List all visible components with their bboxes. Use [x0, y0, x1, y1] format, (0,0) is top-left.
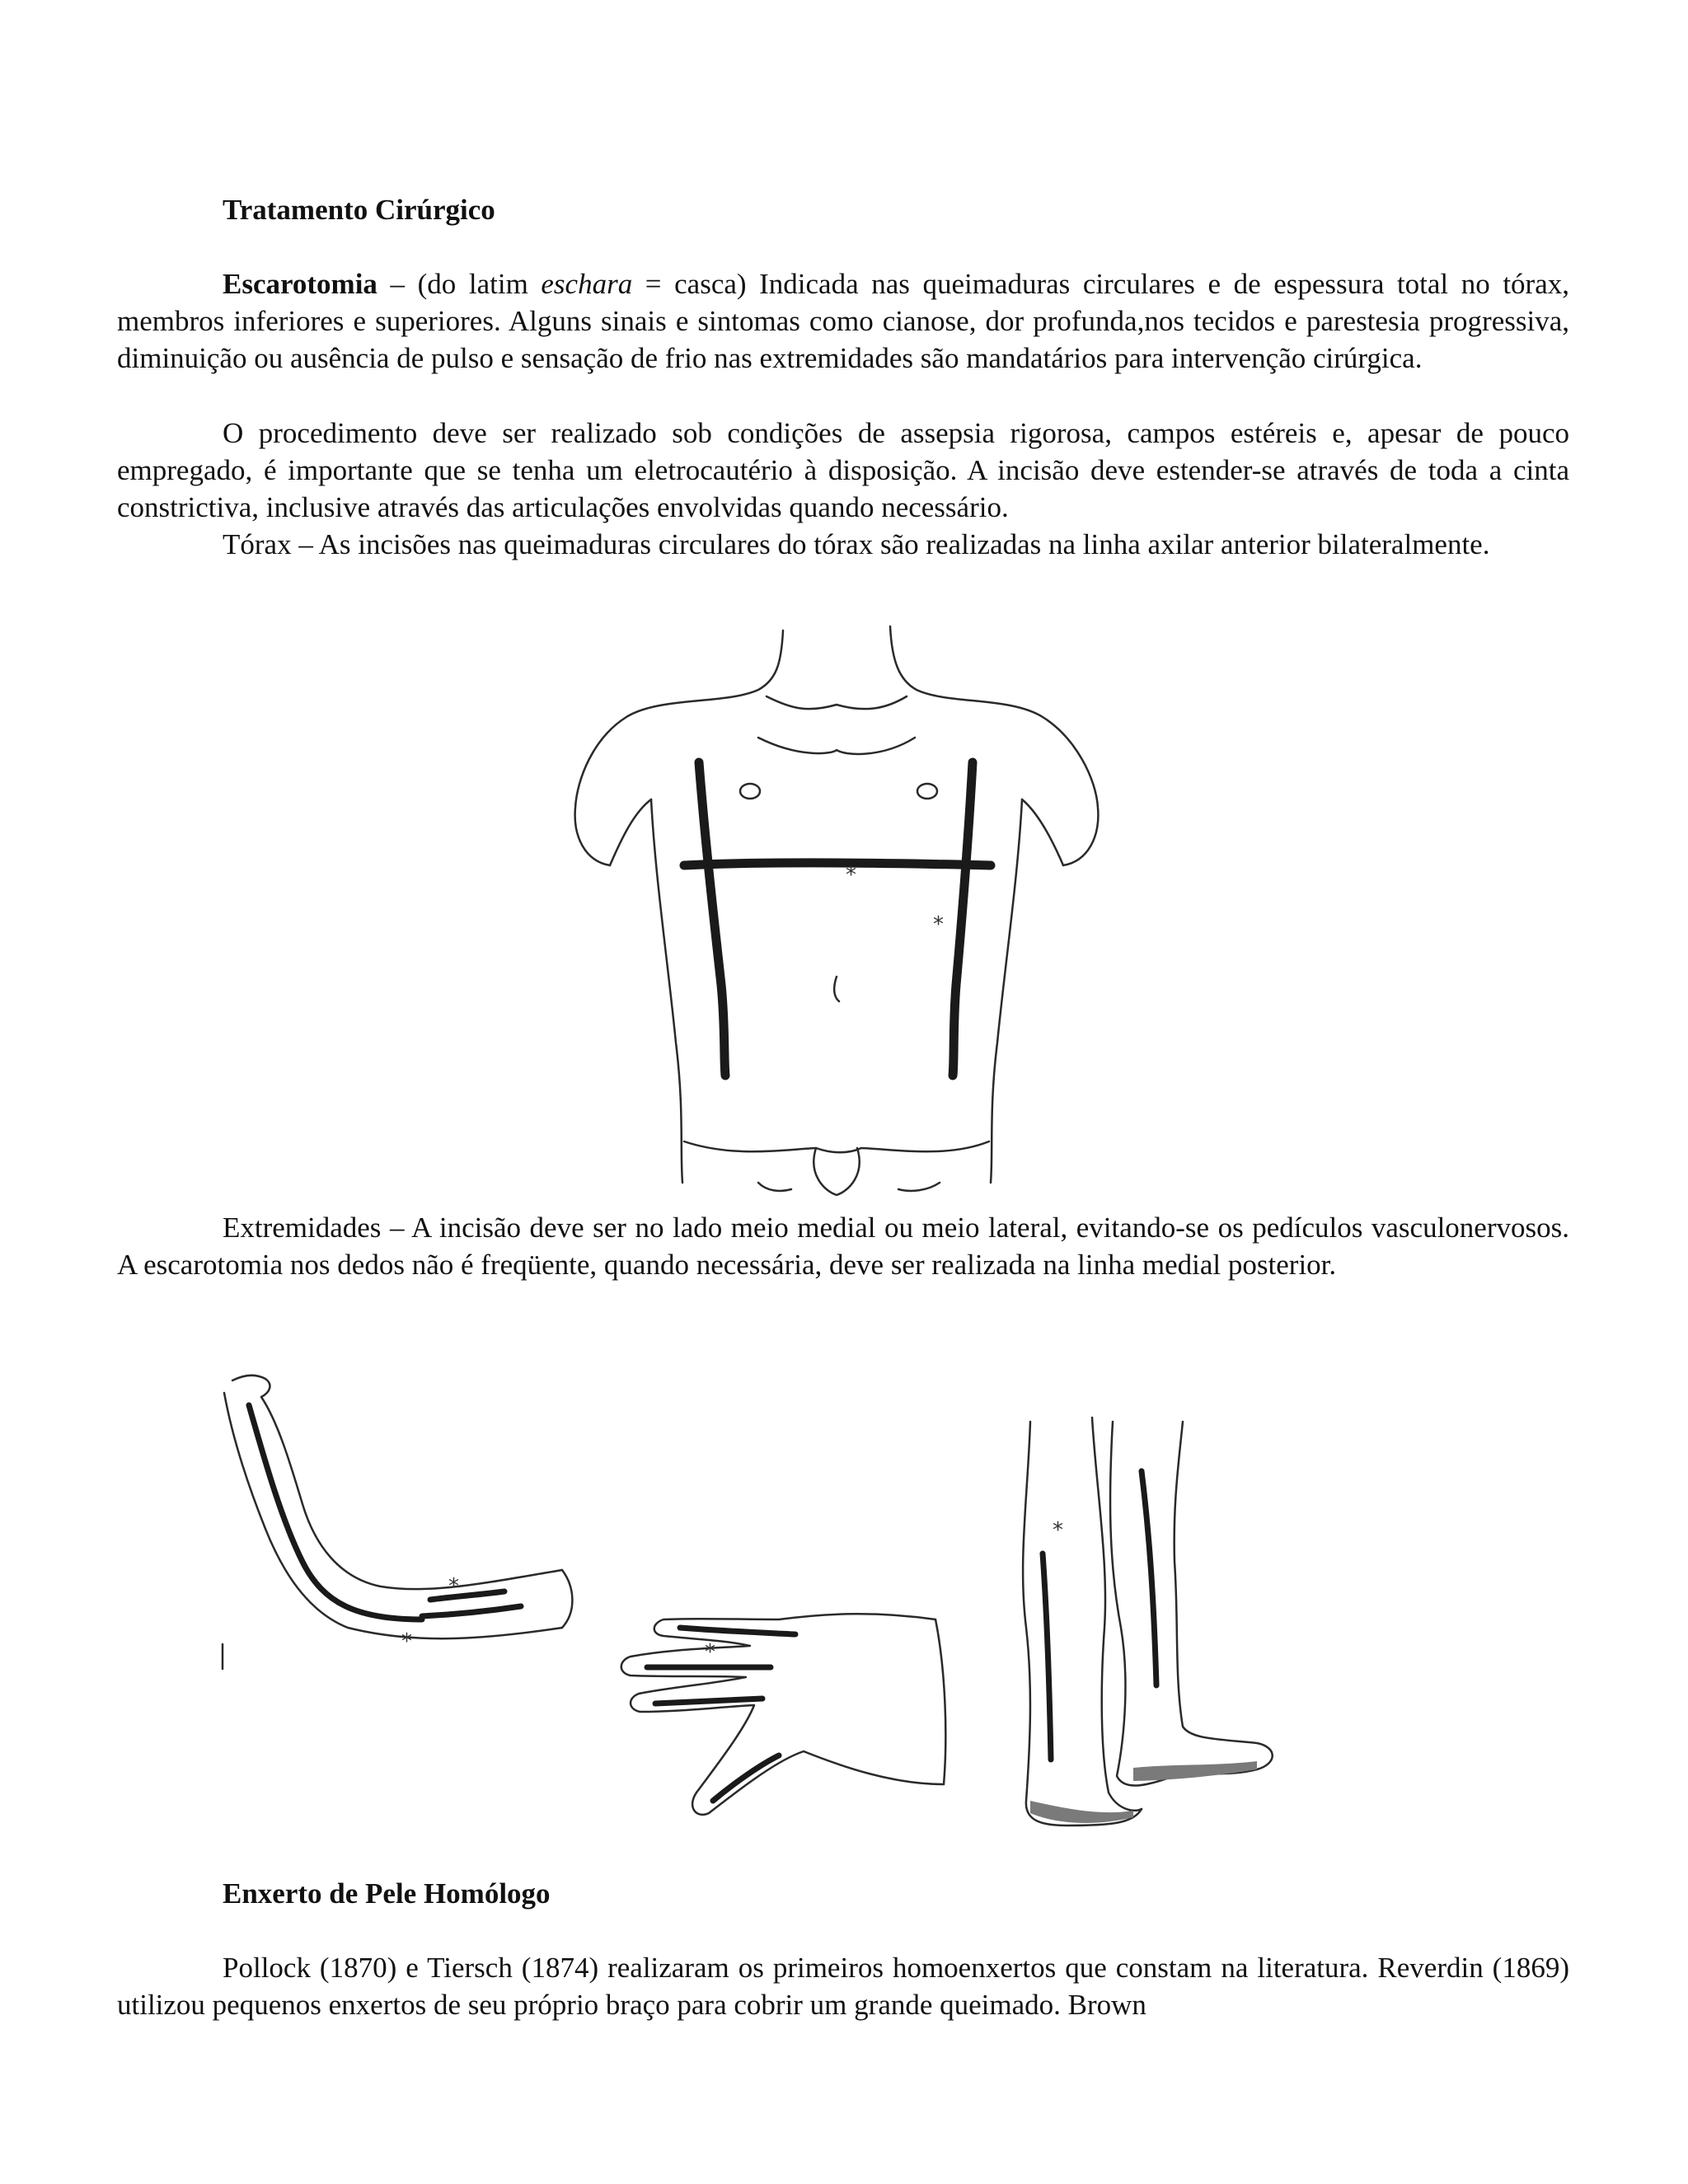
- arm-cut-edge: [562, 1570, 572, 1628]
- torso-escharotomy-illustration: [560, 614, 1113, 1199]
- incision-marker: *: [933, 912, 944, 937]
- term-escarotomia: Escarotomia: [223, 268, 377, 300]
- incision-marker: *: [448, 1574, 459, 1599]
- leg-incision-line: [1043, 1554, 1051, 1760]
- paragraph-escarotomia: [117, 265, 1569, 377]
- incision-marker: *: [1053, 1518, 1063, 1543]
- leg-right-outline: [1110, 1422, 1273, 1786]
- arm-outline-lower: [224, 1393, 562, 1638]
- arm-incision-line: [422, 1606, 521, 1616]
- escarotomia-intro: – (do latim: [377, 268, 542, 300]
- hand-incision-line: [713, 1755, 779, 1801]
- section-title-skin-graft: Enxerto de Pele Homólogo: [223, 1877, 551, 1910]
- torso-outline: [575, 626, 1099, 1195]
- paragraph-extremidades: Extremidades – A incisão deve ser no lado meio medial ou meio lateral, evitando-se os pedículos vasculonervosos. A escarotomia nos dedos não é freqüente, quando necessária, deve ser realizada na linha medial posterior.: [117, 1212, 1569, 1281]
- paragraph-procedure: O procedimento deve ser realizado sob condições de assepsia rigorosa, campos estéreis e, apesar de pouco empregado, é importante que se tenha um eletrocautério à disposição. A incisão deve estender-se através de toda a cinta constrictiva, inclusive através das articulações envolvidas quando necessário.: [117, 417, 1569, 523]
- arm-escharotomy-illustration: [216, 1372, 579, 1669]
- incision-marker: *: [401, 1629, 412, 1654]
- hand-escharotomy-illustration: [606, 1595, 952, 1842]
- escharotomy-incision-lines: [684, 762, 991, 1076]
- paragraph-torax: Tórax – As incisões nas queimaduras circulares do tórax são realizadas na linha axilar anterior bilateralmente.: [223, 528, 1490, 560]
- incision-marker: *: [846, 863, 856, 888]
- foot-shading: [1133, 1761, 1257, 1781]
- hand-wrist-edge: [935, 1619, 945, 1784]
- leg-left-outline: [1023, 1422, 1142, 1825]
- incision-marker: *: [705, 1640, 715, 1665]
- nipple-marks: [740, 784, 937, 799]
- arm-incision-line: [430, 1591, 504, 1600]
- navel: [834, 977, 839, 1001]
- arm-incision-line: [249, 1405, 422, 1619]
- legs-escharotomy-illustration: [1010, 1413, 1290, 1842]
- leg-left-outline: [1092, 1418, 1142, 1811]
- escarotomia-body: = casca) Indicada nas queimaduras circulares e de espessura total no tórax, membros inferiores e superiores. Alguns sinais e sintomas como cianose, dor profunda,nos tecidos e parestesia progressiva, diminuição ou ausência de pulso e sensação de frio nas extremidades são mandatários para intervenção cirúrgica.: [117, 268, 1569, 374]
- hand-incision-line: [655, 1699, 762, 1704]
- hand-incision-line: [680, 1628, 795, 1634]
- hand-outline: [621, 1614, 944, 1815]
- section-title-surgical-treatment: Tratamento Cirúrgico: [223, 194, 495, 226]
- arm-outline-upper: [232, 1376, 562, 1589]
- latin-term: eschara: [541, 268, 633, 300]
- paragraph-graft-history: Pollock (1870) e Tiersch (1874) realizaram os primeiros homoenxertos que constam na literatura. Reverdin (1869) utilizou pequenos enxertos de seu próprio braço para cobrir um grande queimado. Brown: [117, 1952, 1569, 2021]
- leg-incision-line: [1142, 1471, 1156, 1685]
